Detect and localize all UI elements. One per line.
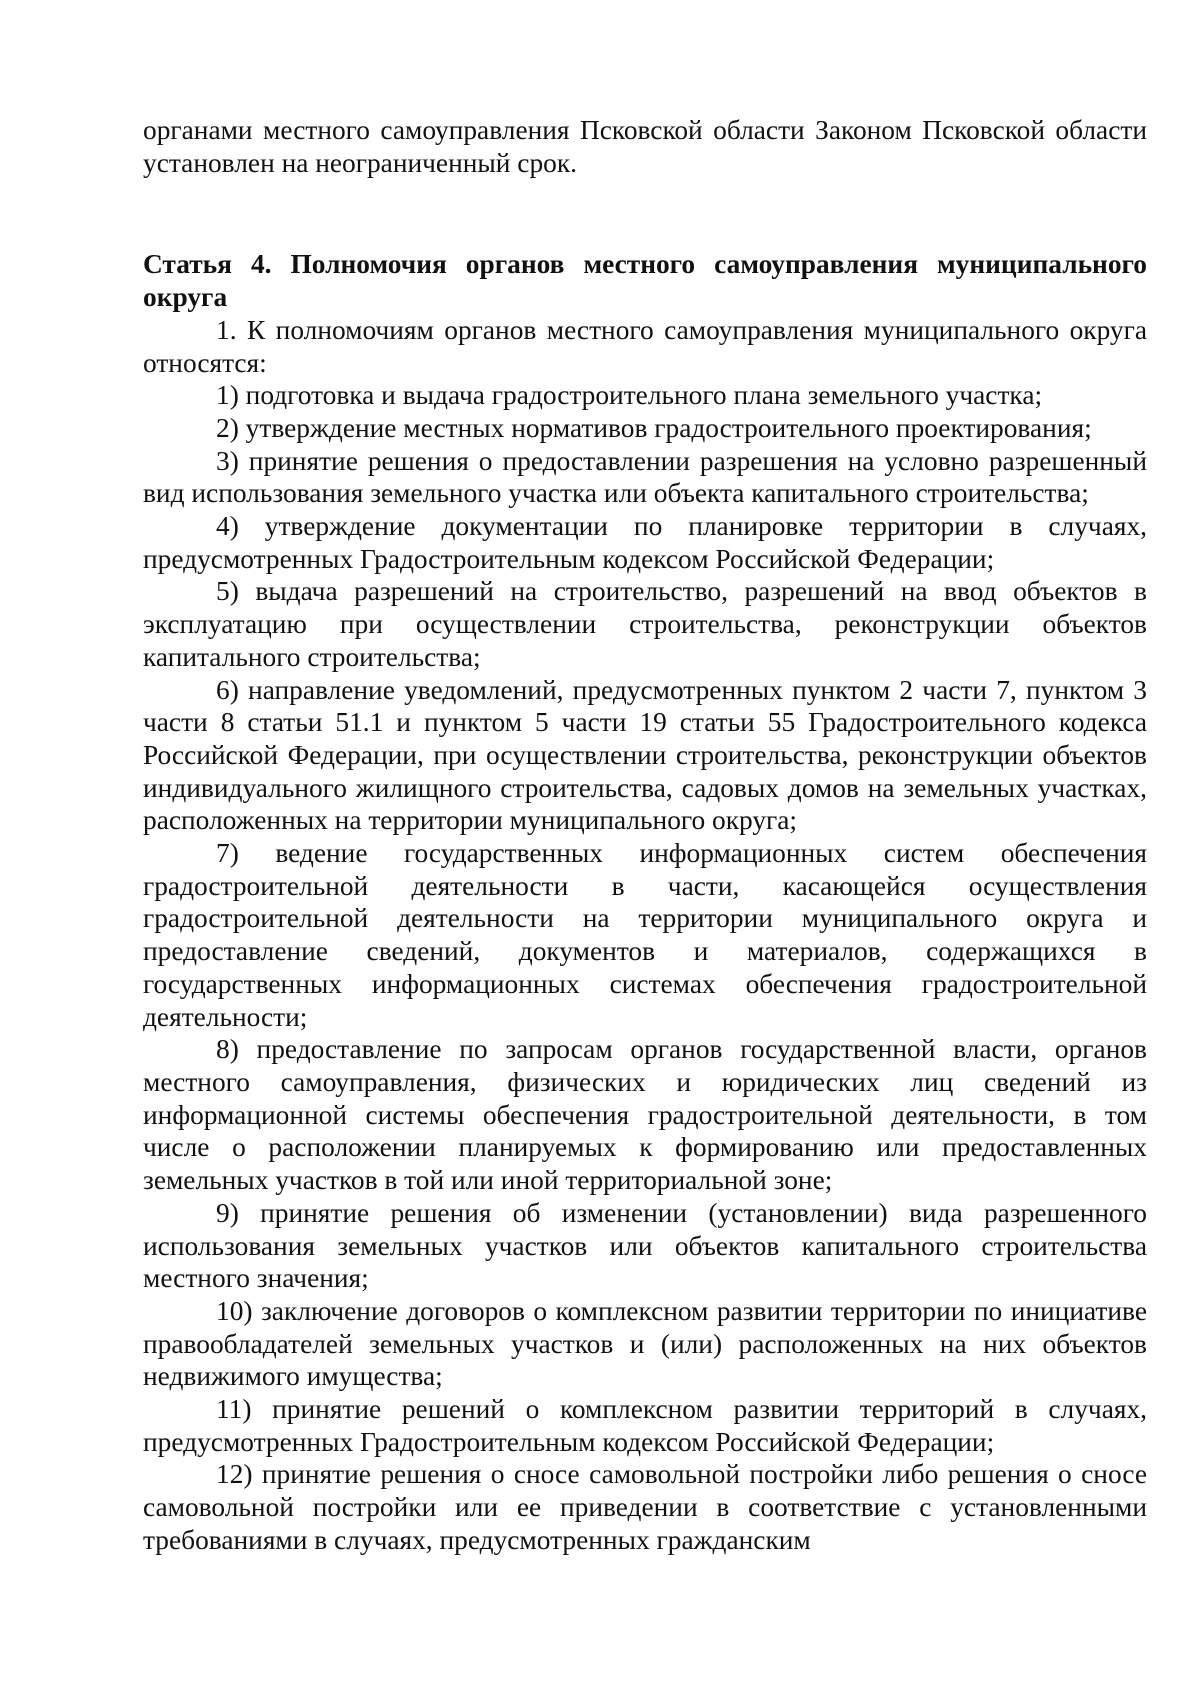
- article-heading: Статья 4. Полномочия органов местного самоуправления муниципального округа: [143, 249, 1147, 313]
- list-item-12: 12) принятие решения о сносе самовольной постройки либо решения о сносе самовольной постройки или ее приведении в соответствие с установленными требованиями в случаях, предусмотренных гражданским: [143, 1459, 1147, 1555]
- list-item-2: 2) утверждение местных нормативов градостроительного проектирования;: [216, 412, 1092, 443]
- paragraph-intro-list: 1. К полномочиям органов местного самоуправления муниципального округа относятся:: [143, 314, 1147, 378]
- list-item-4: 4) утверждение документации по планировке территории в случаях, предусмотренных Градостроительным кодексом Российской Федерации;: [143, 511, 1147, 574]
- list-item-9: 9) принятие решения об изменении (установлении) вида разрешенного использования земельных участков или объектов капитального строительства местного значения;: [143, 1197, 1147, 1294]
- list-item-5: 5) выдача разрешений на строительство, разрешений на ввод объектов в эксплуатацию при осуществлении строительства, реконструкции объектов капитального строительства;: [143, 576, 1147, 672]
- list-item-7: 7) ведение государственных информационных систем обеспечения градостроительной деятельности в части, касающейся осуществления градостроительной деятельности на территории муниципального округа и предоставление сведений, документов и материалов, содержащихся в государственных информационных системах обеспечения градостроительной деятельности;: [143, 838, 1147, 1032]
- list-item-11: 11) принятие решений о комплексном развитии территорий в случаях, предусмотренных Градостроительным кодексом Российской Федерации;: [143, 1394, 1147, 1457]
- intro-paragraph: органами местного самоуправления Псковской области Законом Псковской области установлен на неограниченный срок.: [143, 115, 1147, 178]
- list-item-10: 10) заключение договоров о комплексном развитии территории по инициативе правообладателей земельных участков и (или) расположенных на них объектов недвижимого имущества;: [143, 1295, 1147, 1392]
- list-item-3: 3) принятие решения о предоставлении разрешения на условно разрешенный вид использования земельного участка или объекта капитального строительства;: [143, 445, 1147, 509]
- document-page: [143, 114, 1147, 1557]
- list-item-8: 8) предоставление по запросам органов государственной власти, органов местного самоуправления, физических и юридических лиц сведений из информационной системы обеспечения градостроительной деятельности, в том числе о расположении планируемых к формированию или предоставленных земельных участков в той или иной территориальной зоне;: [143, 1034, 1147, 1196]
- list-item-1: 1) подготовка и выдача градостроительного плана земельного участка;: [216, 380, 1043, 411]
- list-item-6: 6) направление уведомлений, предусмотренных пунктом 2 части 7, пунктом 3 части 8 статьи 51.1 и пунктом 5 части 19 статьи 55 Градостроительного кодекса Российской Федерации, при осуществлении строительства, реконструкции объектов индивидуального жилищного строительства, садовых домов на земельных участках, расположенных на территории муниципального округа;: [143, 674, 1147, 836]
